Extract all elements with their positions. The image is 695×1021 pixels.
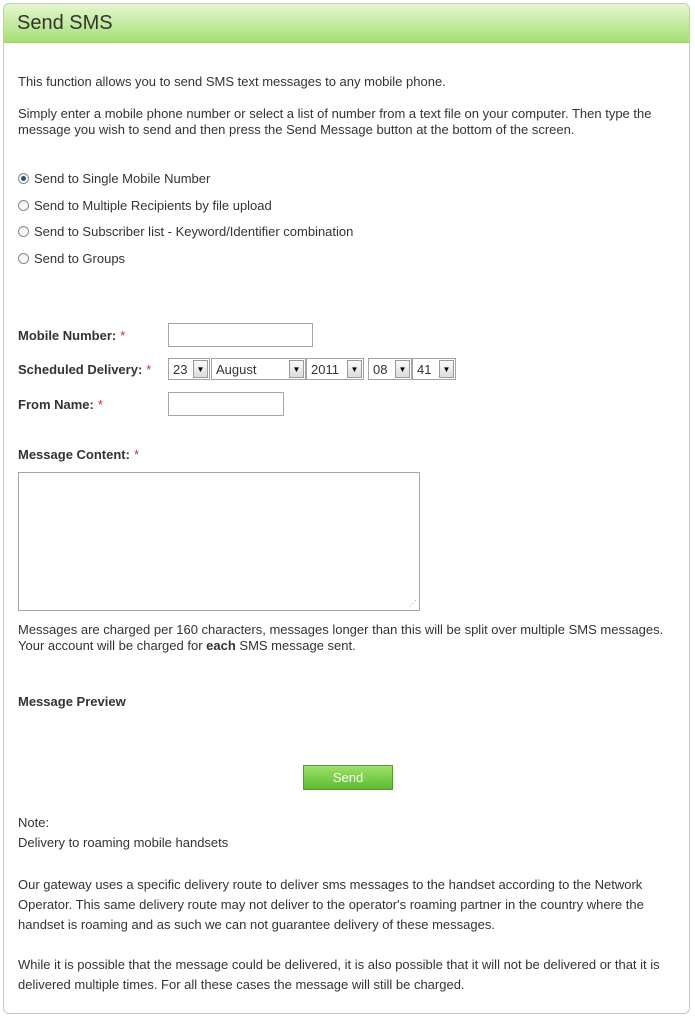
minute-select[interactable]: 41 ▼ xyxy=(412,358,456,380)
required-mark: * xyxy=(146,362,152,377)
message-content-textarea[interactable] xyxy=(18,472,420,611)
page-title: Send SMS xyxy=(17,12,113,34)
mobile-number-input[interactable] xyxy=(168,323,313,347)
year-select[interactable]: 2011 ▼ xyxy=(306,358,364,380)
roaming-paragraph-2: While it is possible that the message could be delivered, it is also possible that it will not be delivered or that it is delivered multiple times. For all these cases the message will still be charged. xyxy=(18,957,660,992)
radio-button[interactable] xyxy=(18,173,29,184)
message-content-label: Message Content: * xyxy=(18,447,140,462)
message-preview-label: Message Preview xyxy=(18,694,126,709)
from-name-input[interactable] xyxy=(168,392,284,416)
scheduled-delivery-label: Scheduled Delivery: * xyxy=(18,362,152,377)
note-label: Note: xyxy=(18,815,50,830)
hour-select[interactable]: 08 ▼ xyxy=(368,358,412,380)
send-sms-panel xyxy=(3,3,690,1014)
roaming-paragraph-1: Our gateway uses a specific delivery route to deliver sms messages to the handset according to the Network Operator. This same delivery route may not deliver to the operator's roaming partner in the country where the handset is roaming and as such we can not guarantee delivery of these messages. xyxy=(18,877,644,932)
radio-option-multiple[interactable] xyxy=(18,197,272,213)
panel-header xyxy=(4,4,689,43)
send-button[interactable]: Send xyxy=(303,765,393,790)
radio-button[interactable] xyxy=(18,200,29,211)
required-mark: * xyxy=(97,397,103,412)
chevron-down-icon[interactable]: ▼ xyxy=(347,360,362,378)
mobile-number-label: Mobile Number: * xyxy=(18,328,126,343)
from-name-label: From Name: * xyxy=(18,397,103,412)
resize-grip-icon[interactable]: ⋰ xyxy=(409,599,417,608)
chevron-down-icon[interactable]: ▼ xyxy=(395,360,410,378)
radio-label: Send to Subscriber list - Keyword/Identifier combination xyxy=(34,223,354,239)
radio-label: Send to Single Mobile Number xyxy=(34,170,211,186)
radio-button[interactable] xyxy=(18,226,29,237)
radio-button[interactable] xyxy=(18,253,29,264)
radio-option-single[interactable] xyxy=(18,170,210,186)
day-select[interactable]: 23 ▼ xyxy=(168,358,210,380)
radio-option-subscriber[interactable] xyxy=(18,223,353,239)
radio-label: Send to Multiple Recipients by file upload xyxy=(34,197,272,213)
intro-text-1: This function allows you to send SMS text messages to any mobile phone. xyxy=(18,74,446,89)
required-mark: * xyxy=(133,447,140,462)
month-select[interactable]: August ▼ xyxy=(211,358,306,380)
radio-label: Send to Groups xyxy=(34,250,126,266)
charge-note: Messages are charged per 160 characters, messages longer than this will be split over multiple SMS messages. Your account will be charged for each SMS message sent. xyxy=(18,622,664,653)
required-mark: * xyxy=(120,328,126,343)
chevron-down-icon[interactable]: ▼ xyxy=(193,360,208,378)
roaming-title: Delivery to roaming mobile handsets xyxy=(18,835,229,850)
chevron-down-icon[interactable]: ▼ xyxy=(289,360,304,378)
radio-option-groups[interactable] xyxy=(18,250,125,266)
intro-text-2: Simply enter a mobile phone number or select a list of number from a text file on your computer. Then type the message you wish to send and then press the Send Message button at the bottom of the screen. xyxy=(18,106,652,137)
chevron-down-icon[interactable]: ▼ xyxy=(439,360,454,378)
